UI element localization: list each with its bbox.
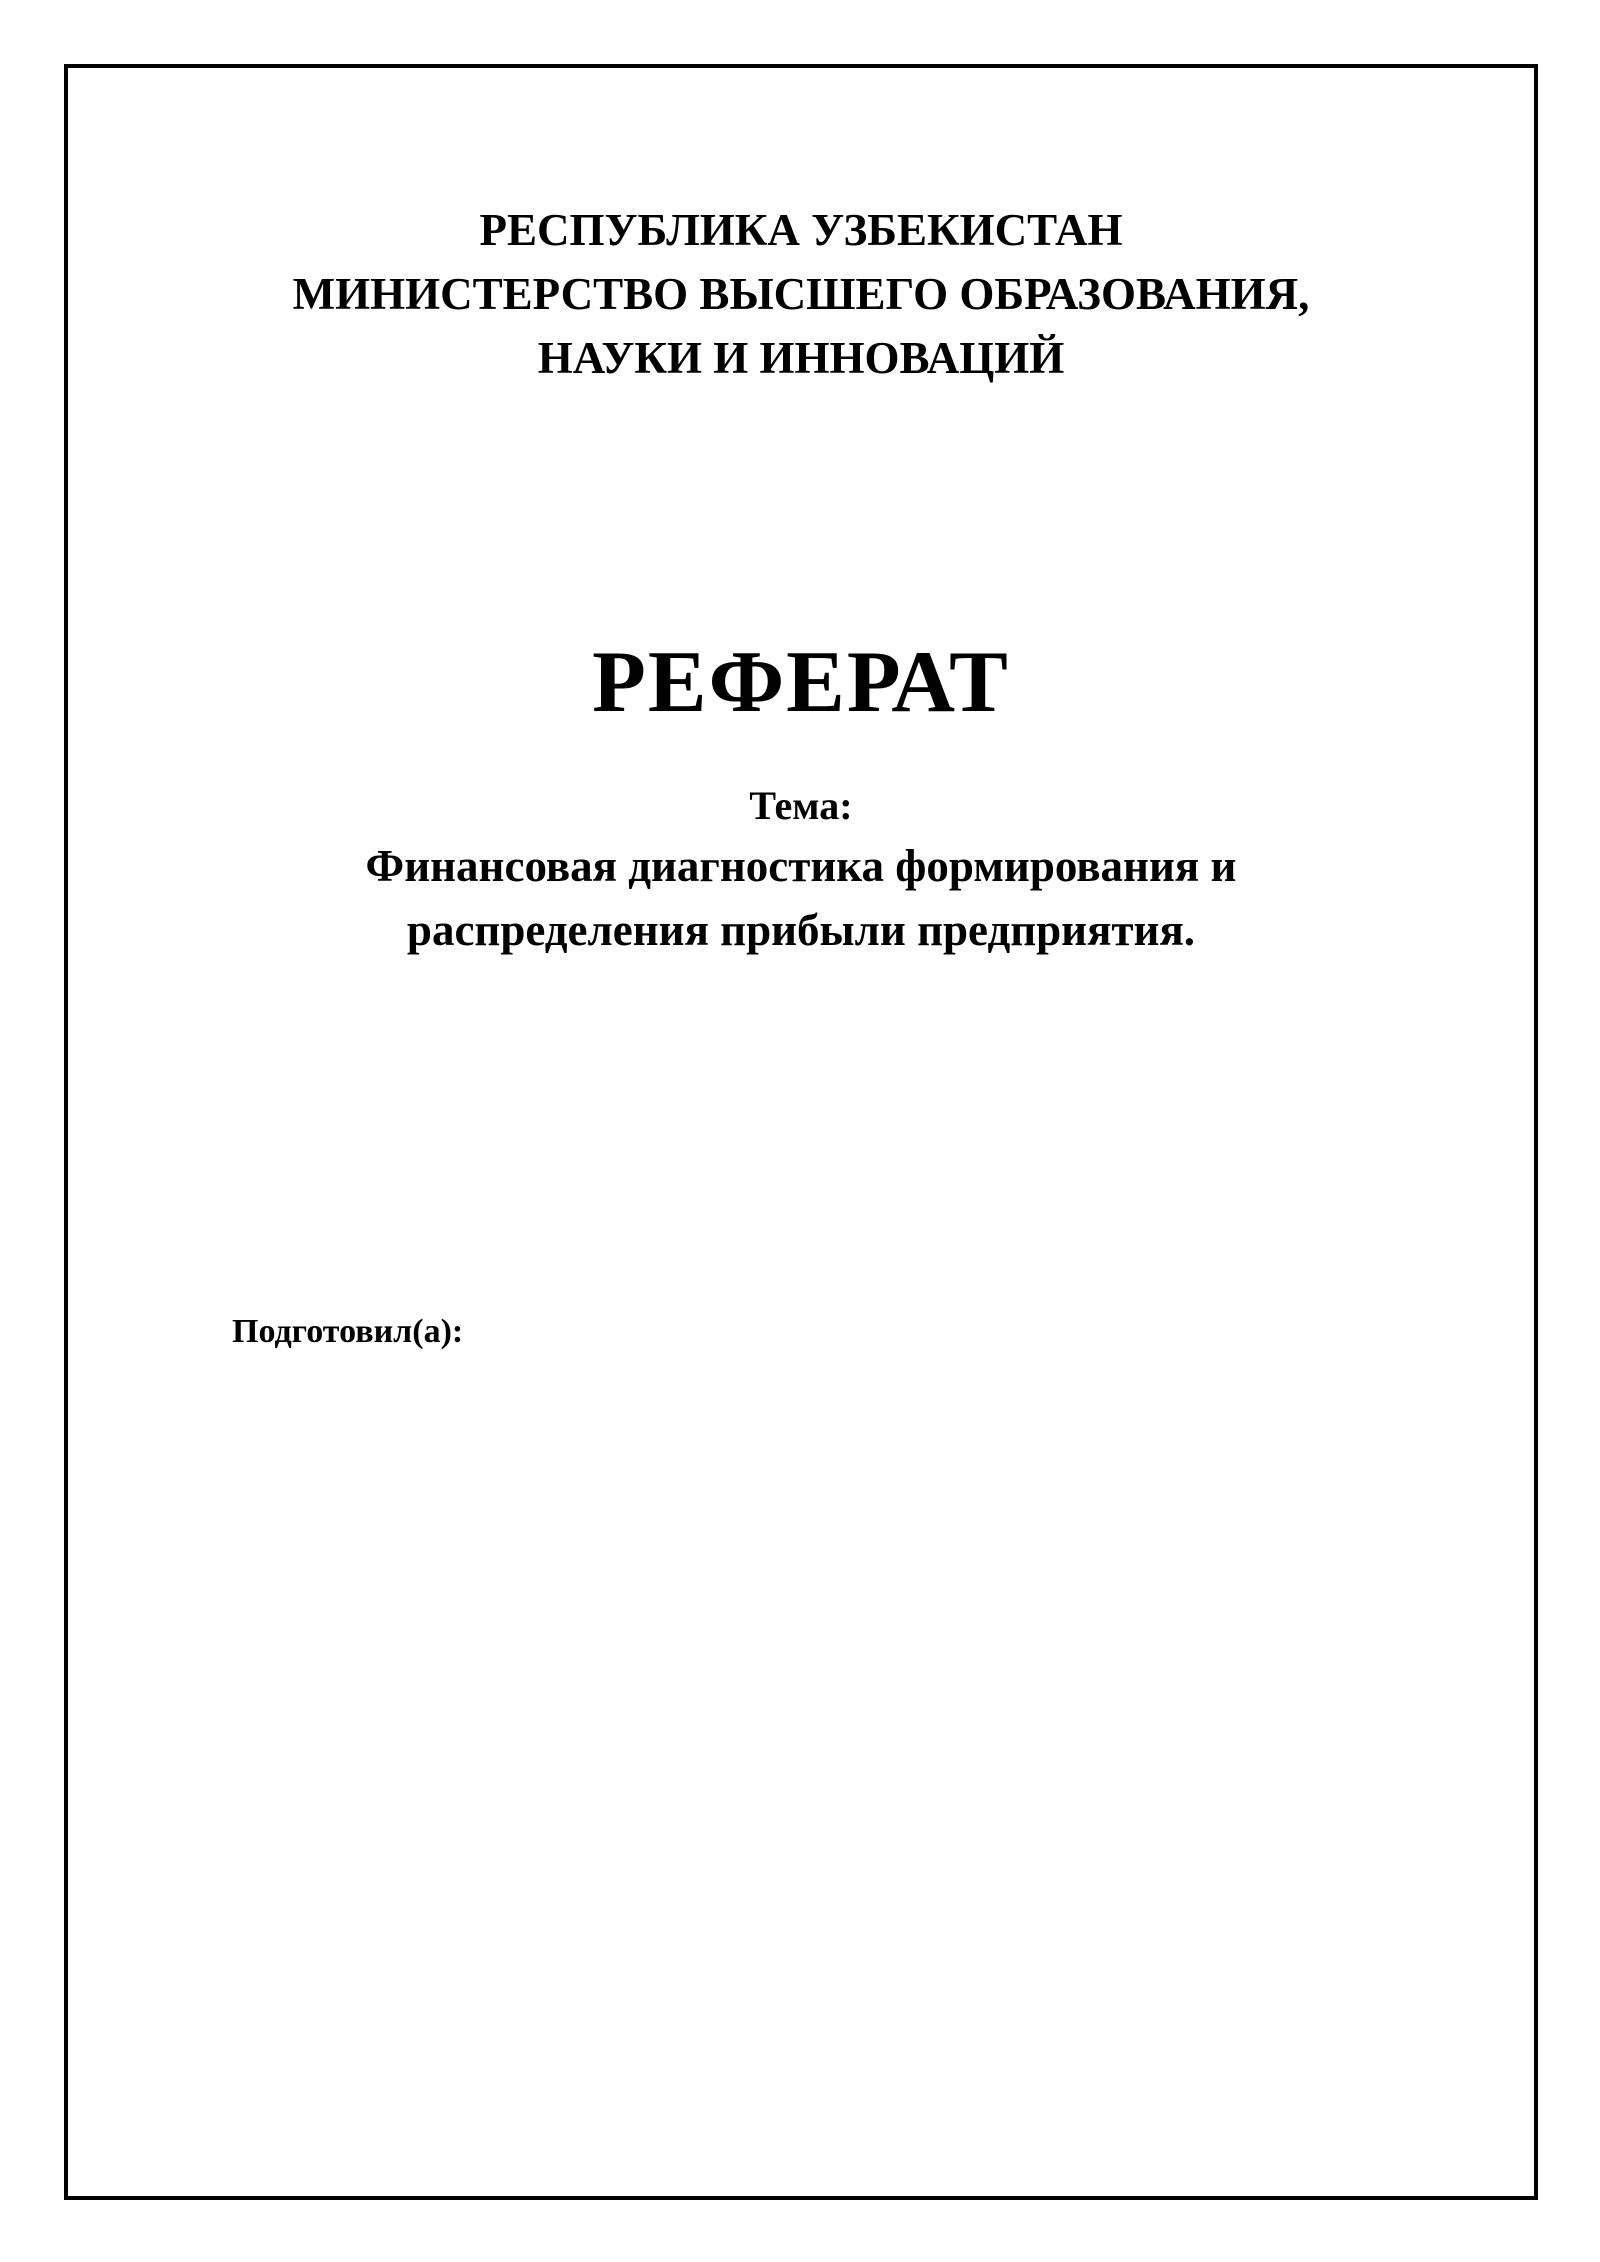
topic-text (68, 834, 1534, 962)
page-frame (64, 64, 1538, 2200)
document-title: РЕФЕРАТ (592, 634, 1010, 731)
header-line-ministry-cont: НАУКИ И ИННОВАЦИЙ (537, 333, 1065, 383)
institution-header (68, 198, 1534, 390)
topic-line-2: распределения прибыли предприятия. (406, 905, 1196, 955)
topic-line-1: Финансовая диагностика формирования и (365, 841, 1237, 891)
prepared-by-label: Подготовил(а): (232, 1313, 464, 1350)
header-line-ministry: МИНИСТЕРСТВО ВЫСШЕГО ОБРАЗОВАНИЯ, (292, 269, 1310, 319)
topic-label: Тема: (749, 783, 853, 828)
header-line-country: РЕСПУБЛИКА УЗБЕКИСТАН (479, 205, 1123, 255)
